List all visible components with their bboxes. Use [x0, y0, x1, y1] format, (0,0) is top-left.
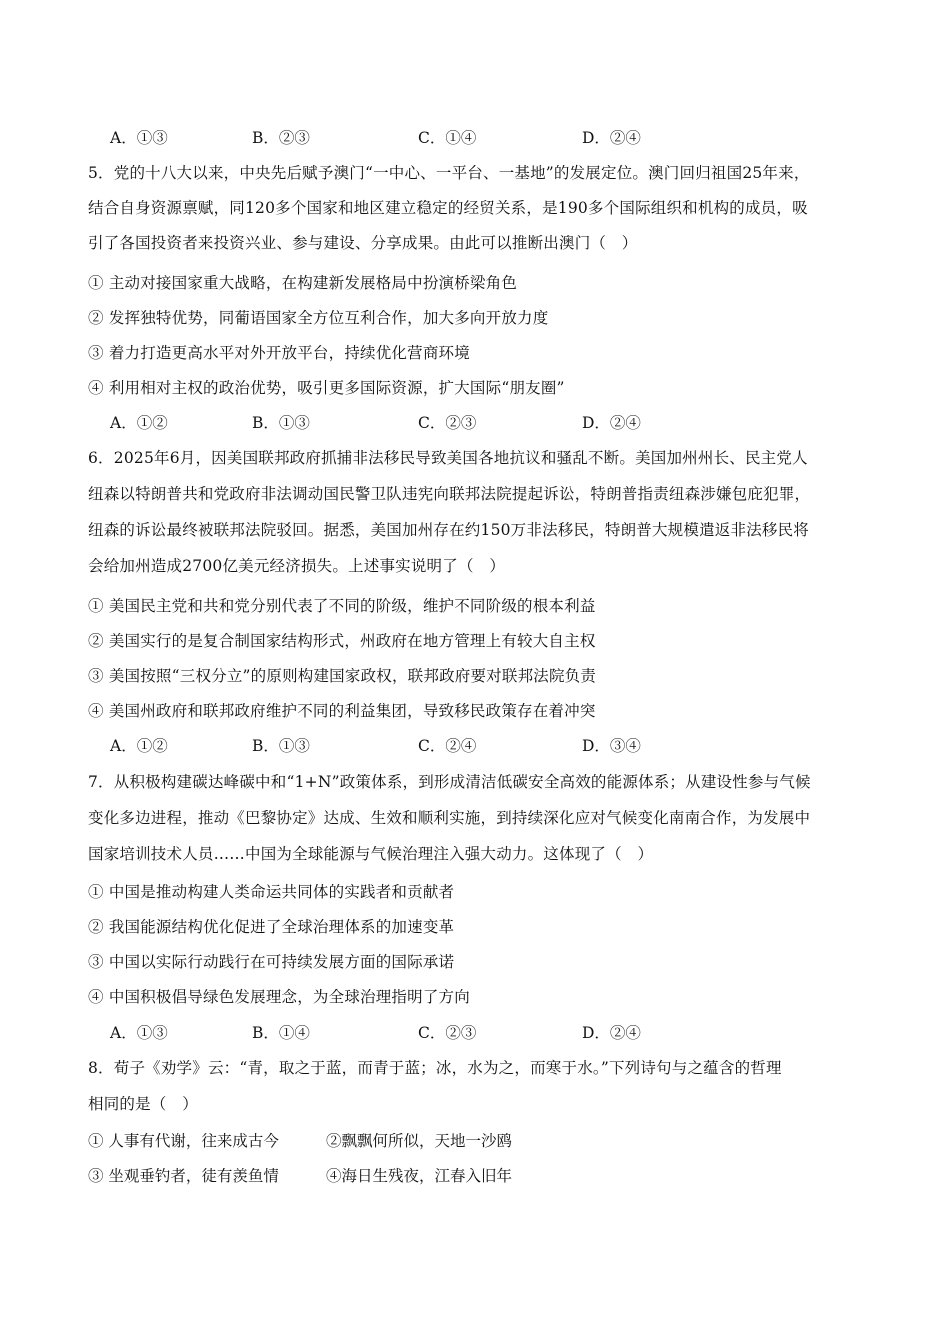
q7-stem-line: 变化多边进程，推动《巴黎协定》达成、生效和顺利实施，到持续深化应对气候变化南南合作，为发展中	[88, 809, 811, 827]
q4-option-c: C．①④	[418, 129, 477, 147]
q6-stem-line: 纽森以特朗普共和党政府非法调动国民警卫队违宪向联邦法院提起诉讼，特朗普指责纽森涉嫌包庇犯罪，	[88, 485, 811, 503]
q5-statement: ④ 利用相对主权的政治优势，吸引更多国际资源，扩大国际“朋友圈”	[88, 379, 565, 397]
q5-statement: ② 发挥独特优势，同葡语国家全方位互利合作，加大多向开放力度	[88, 309, 549, 327]
q8-statement: ③ 坐观垂钓者，徒有羡鱼情	[88, 1167, 279, 1185]
q5-options	[110, 413, 870, 433]
q6-option-a: A．①②	[110, 737, 168, 755]
q6-statement: ③ 美国按照“三权分立”的原则构建国家政权，联邦政府要对联邦法院负责	[88, 667, 597, 685]
q4-options	[110, 128, 870, 148]
q5-stem-line: 5．党的十八大以来，中央先后赋予澳门“一中心、一平台、一基地”的发展定位。澳门回归祖国25年来，	[88, 164, 810, 182]
q6-option-c: C．②④	[418, 737, 477, 755]
q7-stem-line: 国家培训技术人员……中国为全球能源与气候治理注入强大动力。这体现了（ ）	[88, 845, 654, 863]
q7-option-a: A．①③	[110, 1024, 168, 1042]
q5-option-a: A．①②	[110, 414, 168, 432]
q7-stem-line: 7．从积极构建碳达峰碳中和“1+N”政策体系，到形成清洁低碳安全高效的能源体系；从建设性参与气候	[88, 773, 811, 791]
q6-options	[110, 736, 870, 756]
q5-statement: ① 主动对接国家重大战略，在构建新发展格局中扮演桥梁角色	[88, 274, 518, 292]
q6-statement: ② 美国实行的是复合制国家结构形式，州政府在地方管理上有较大自主权	[88, 632, 596, 650]
q6-option-d: D．③④	[582, 737, 641, 755]
q4-option-d: D．②④	[582, 129, 641, 147]
q8-statement: ① 人事有代谢，往来成古今	[88, 1132, 279, 1150]
q7-statement: ① 中国是推动构建人类命运共同体的实践者和贡献者	[88, 883, 455, 901]
q8-stem-line: 相同的是（ ）	[88, 1095, 198, 1113]
q8-statement-row	[88, 1131, 868, 1151]
q5-option-b: B．①③	[252, 414, 310, 432]
q5-option-d: D．②④	[582, 414, 641, 432]
q4-option-b: B．②③	[252, 129, 310, 147]
q7-option-c: C．②③	[418, 1024, 477, 1042]
q7-statement: ② 我国能源结构优化促进了全球治理体系的加速变革	[88, 918, 455, 936]
q8-statement: ②飘飘何所似，天地一沙鸥	[326, 1132, 513, 1150]
q8-stem-line: 8．荀子《劝学》云：“青，取之于蓝，而青于蓝；冰，水为之，而寒于水。”下列诗句与之蕴含的哲理	[88, 1059, 782, 1077]
q5-statement: ③ 着力打造更高水平对外开放平台，持续优化营商环境	[88, 344, 470, 362]
q4-option-a: A．①③	[110, 129, 168, 147]
q6-statement: ① 美国民主党和共和党分别代表了不同的阶级，维护不同阶级的根本利益	[88, 597, 596, 615]
q5-stem-line: 引了各国投资者来投资兴业、参与建设、分享成果。由此可以推断出澳门（ ）	[88, 234, 638, 252]
q6-stem-line: 会给加州造成2700亿美元经济损失。上述事实说明了（ ）	[88, 557, 506, 575]
q8-statement: ④海日生残夜，江春入旧年	[326, 1167, 513, 1185]
q8-statement-row	[88, 1166, 868, 1186]
q7-option-b: B．①④	[252, 1024, 310, 1042]
q6-option-b: B．①③	[252, 737, 310, 755]
q5-stem-line: 结合自身资源禀赋，同120多个国家和地区建立稳定的经贸关系，是190多个国际组织和机构的成员，吸	[88, 199, 808, 217]
q7-options	[110, 1023, 870, 1043]
q7-option-d: D．②④	[582, 1024, 641, 1042]
q7-statement: ④ 中国积极倡导绿色发展理念，为全球治理指明了方向	[88, 988, 470, 1006]
q6-statement: ④ 美国州政府和联邦政府维护不同的利益集团，导致移民政策存在着冲突	[88, 702, 596, 720]
q6-stem-line: 纽森的诉讼最终被联邦法院驳回。据悉，美国加州存在约150万非法移民，特朗普大规模遣返非法移民将	[88, 521, 809, 539]
q7-statement: ③ 中国以实际行动践行在可持续发展方面的国际承诺	[88, 953, 455, 971]
q5-option-c: C．②③	[418, 414, 477, 432]
q6-stem-line: 6．2025年6月，因美国联邦政府抓捕非法移民导致美国各地抗议和骚乱不断。美国加州州长、民主党人	[88, 449, 808, 467]
